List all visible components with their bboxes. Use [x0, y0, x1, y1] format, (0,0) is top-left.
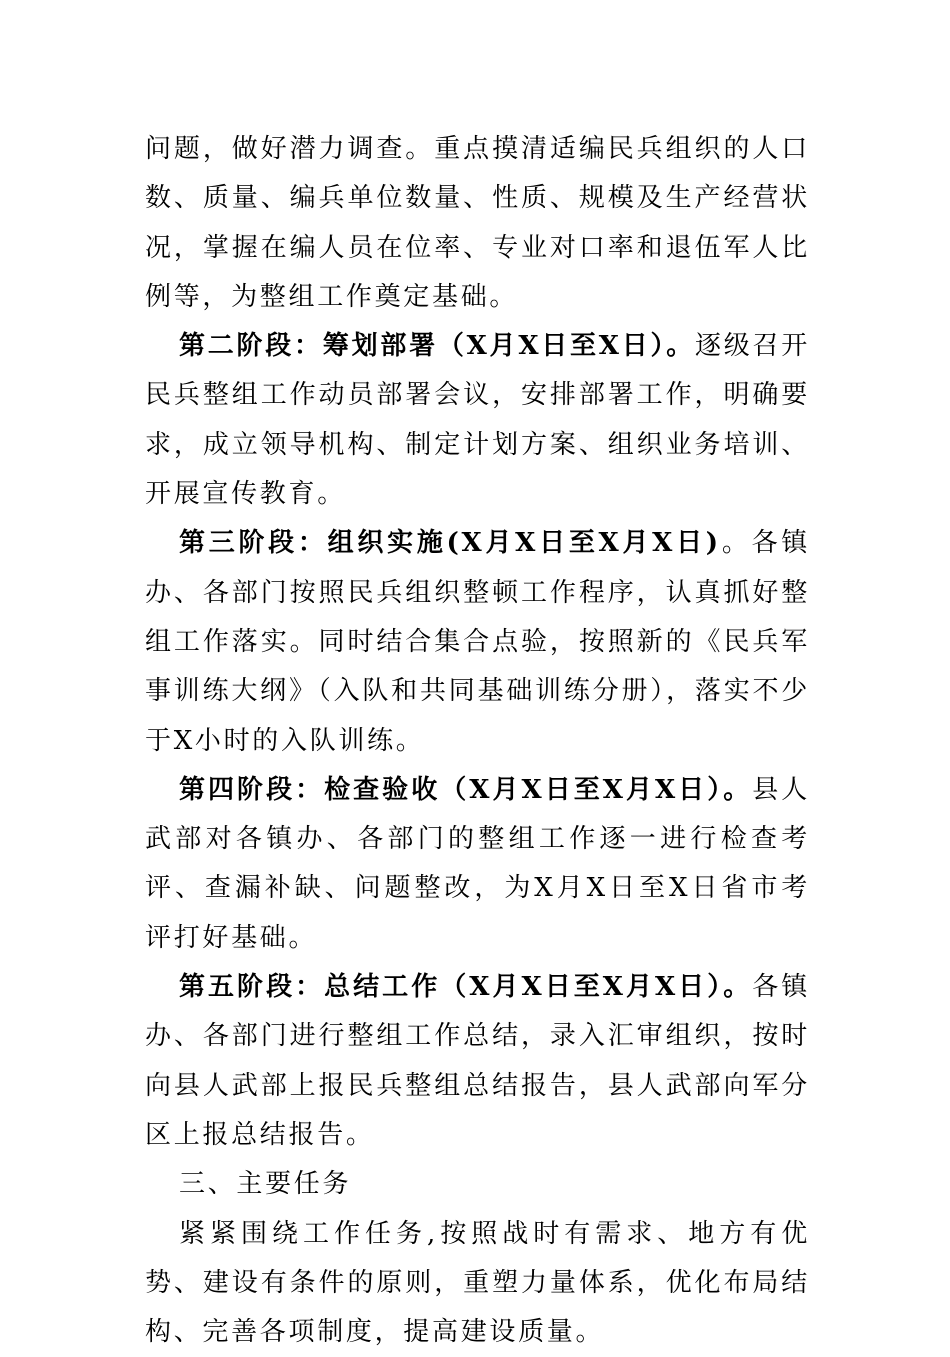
paragraph-stage-two [145, 322, 810, 519]
stage-three-heading: 第三阶段：组织实施(X月X日至X月X日) [179, 528, 721, 559]
stage-four-heading: 第四阶段：检查验收（X月X日至X月X日）。 [179, 774, 753, 805]
stage-five-text: 各镇办、各部门进行整组工作总结，录入汇审组织，按时向县人武部上报民兵整组总结报告，县人武部向军分区上报总结报告。 [145, 972, 810, 1150]
stage-three-text: 。各镇办、各部门按照民兵组织整顿工作程序，认真抓好整组工作落实。同时结合集合点验，按照新的《民兵军事训练大纲》（入队和共同基础训练分册），落实不少于X小时的入队训练。 [145, 528, 810, 756]
document-body [145, 125, 810, 1357]
section-heading: 三、主要任务 [179, 1169, 352, 1200]
stage-two-text: 逐级召开民兵整组工作动员部署会议，安排部署工作，明确要求，成立领导机构、制定计划方案、组织业务培训、开展宣传教育。 [145, 331, 810, 510]
paragraph-stage-five [145, 963, 810, 1160]
paragraph-continuation [145, 125, 810, 322]
stage-two-heading: 第二阶段：筹划部署（X月X日至X日）。 [179, 331, 695, 362]
paragraph-stage-three [145, 519, 810, 765]
closing-paragraph: 紧紧围绕工作任务,按照战时有需求、地方有优势、建设有条件的原则，重塑力量体系，优化布局结构、完善各项制度，提高建设质量。 [145, 1218, 810, 1348]
paragraph-text: 问题，做好潜力调查。重点摸清适编民兵组织的人口数、质量、编兵单位数量、性质、规模及生产经营状况，掌握在编人员在位率、专业对口率和退伍军人比例等，为整组工作奠定基础。 [145, 134, 810, 312]
stage-five-heading: 第五阶段：总结工作（X月X日至X月X日）。 [179, 972, 753, 1003]
stage-four-text: 县人武部对各镇办、各部门的整组工作逐一进行检查考评、查漏补缺、问题整改，为X月X日至X日省市考评打好基础。 [145, 774, 810, 953]
paragraph-stage-four [145, 766, 810, 963]
